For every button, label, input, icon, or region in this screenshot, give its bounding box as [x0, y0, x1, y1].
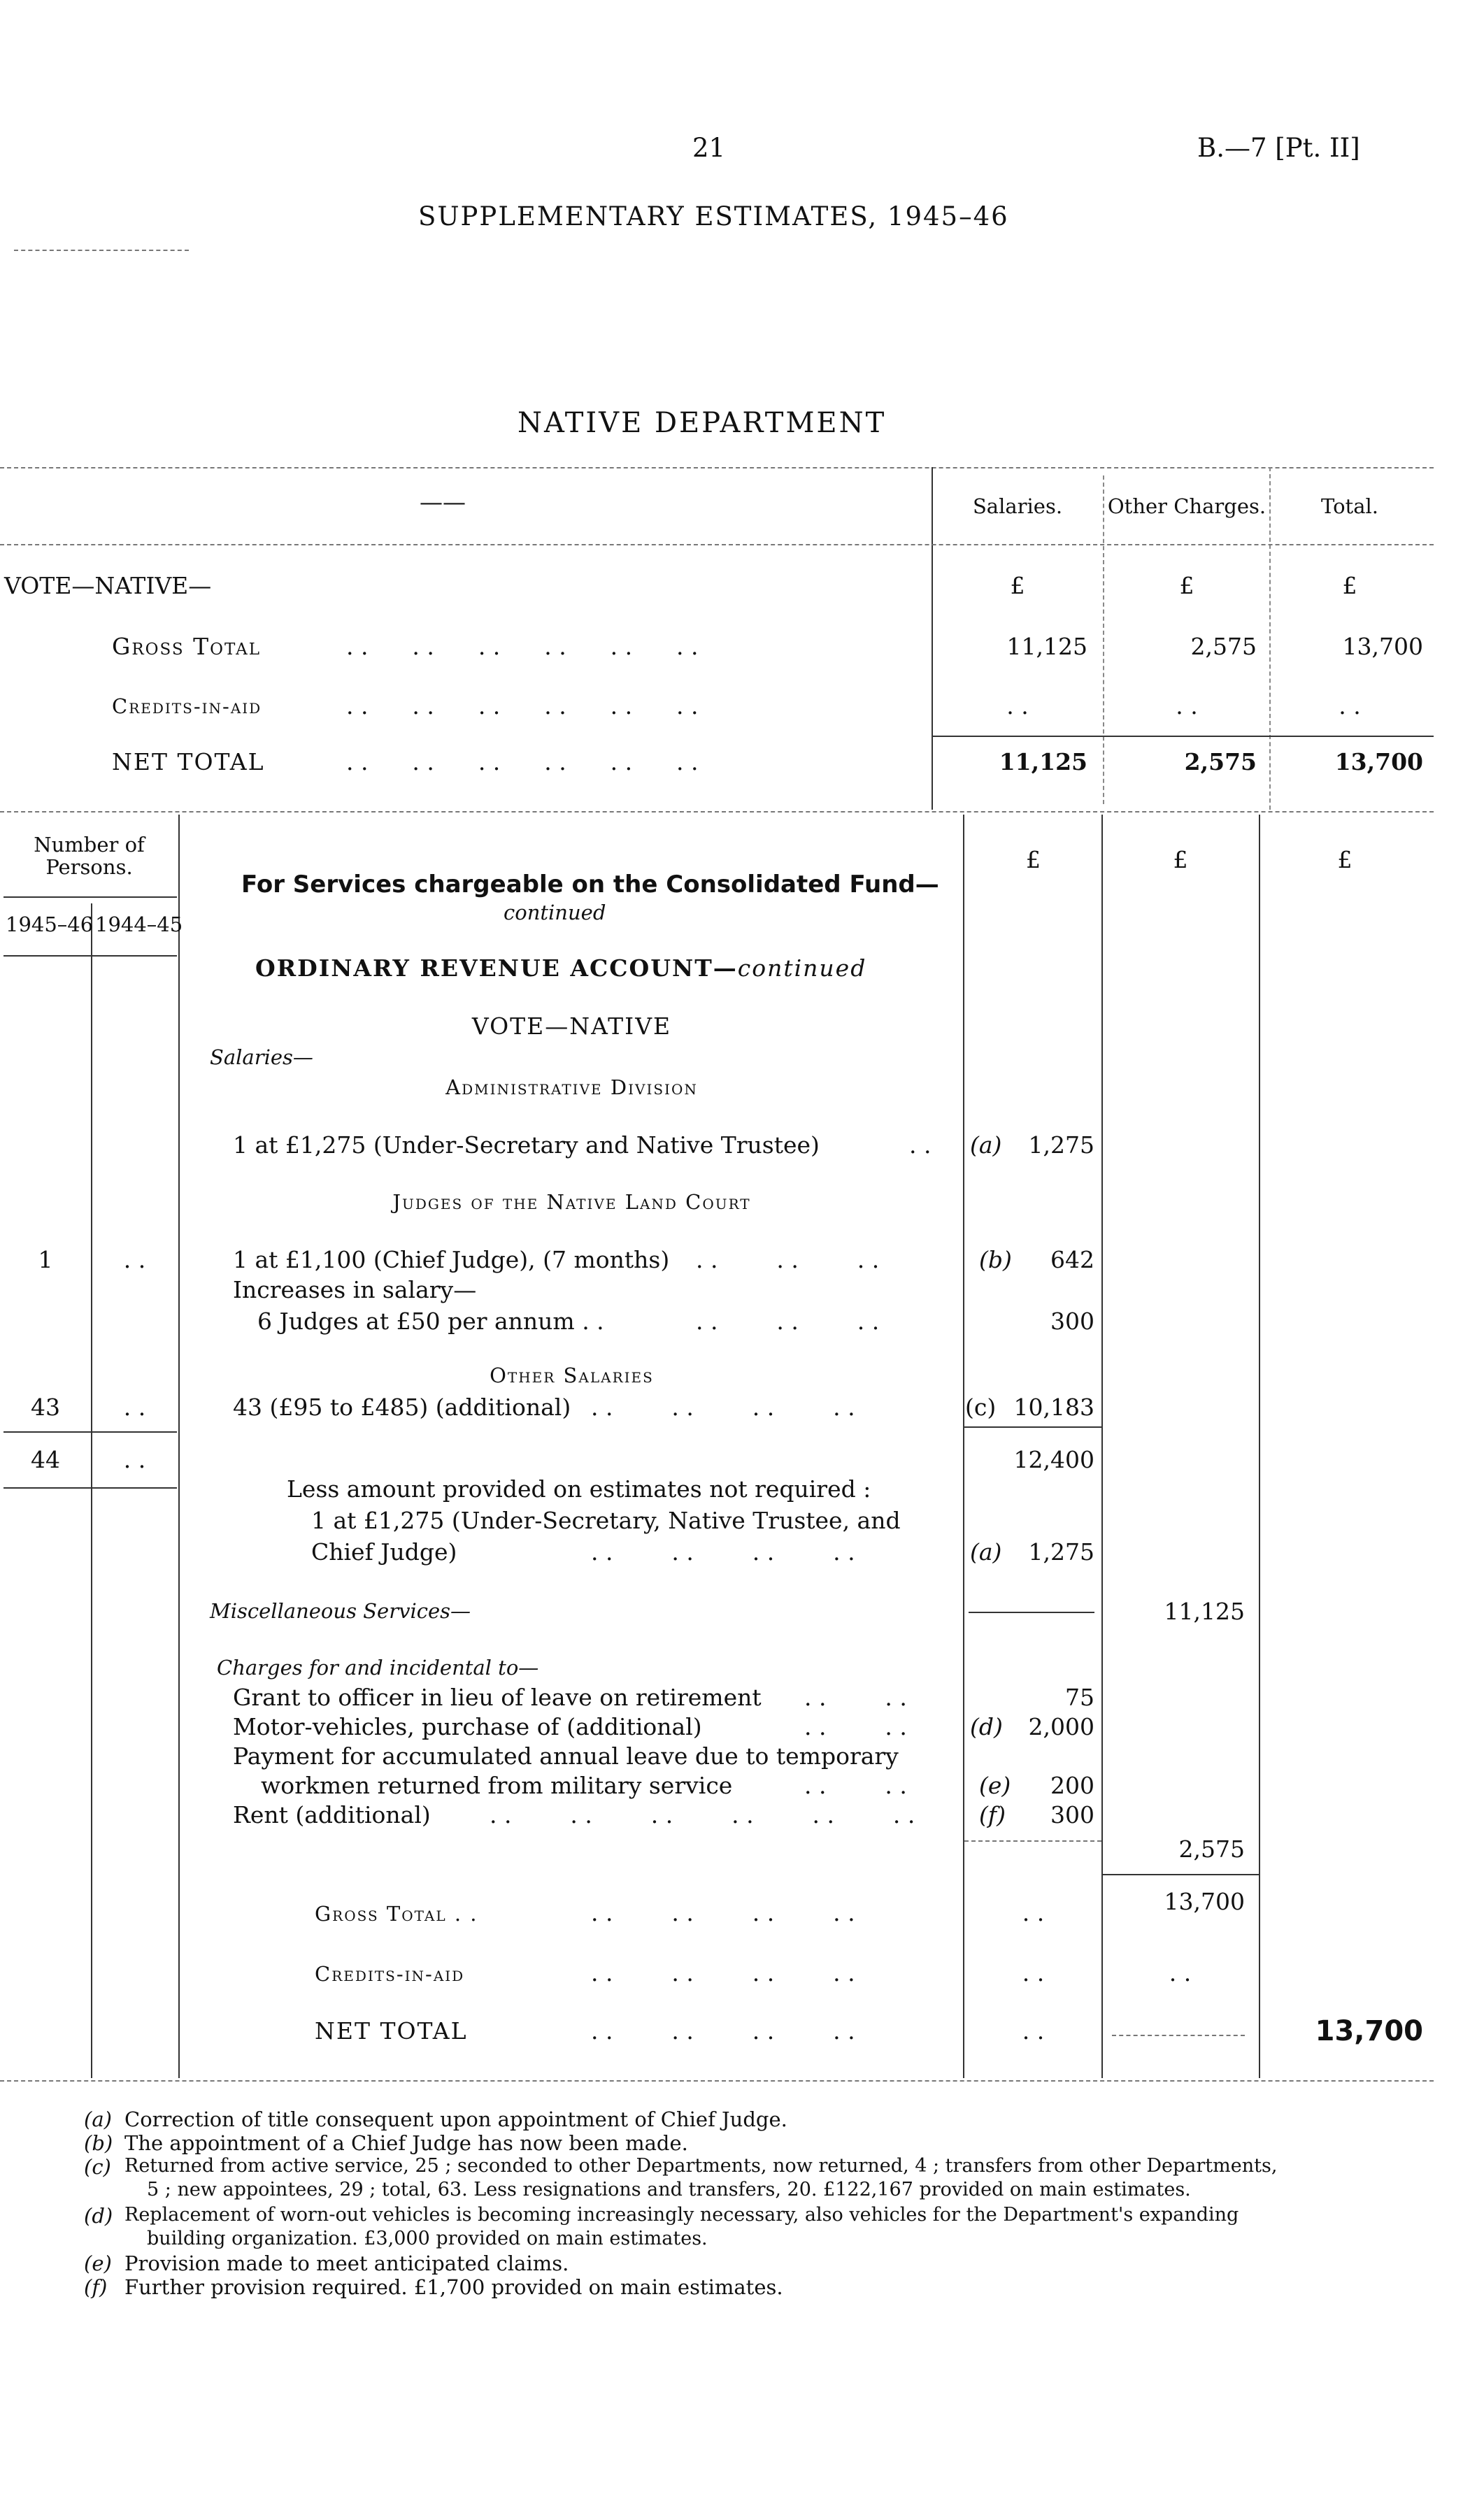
summary-net-total-salaries: 11,125	[999, 748, 1087, 775]
subtotal-amount: 12,400	[1013, 1446, 1094, 1473]
summary-credits-leaders: . . . . . . . . . . . .	[346, 692, 699, 720]
summary-net-total-total: 13,700	[1334, 748, 1423, 775]
vote-native-heading: VOTE—NATIVE	[471, 1012, 672, 1040]
summary-net-total-other: 2,575	[1184, 748, 1257, 775]
chief-judge-amount: 642	[1050, 1246, 1094, 1273]
summary-col-divider-3	[1269, 467, 1271, 810]
footnote-c-mark: (c)	[84, 2155, 111, 2179]
detail-credits-other: . .	[1169, 1959, 1192, 1986]
summary-credits-total: . .	[1339, 692, 1361, 720]
footnote-a-mark: (a)	[84, 2107, 112, 2131]
footnote-f-mark: (f)	[84, 2275, 108, 2299]
chief-judge-note: (b)	[979, 1246, 1012, 1273]
summary-credits-salaries: . .	[1006, 692, 1029, 720]
misc-item-motor-note: (d)	[970, 1713, 1003, 1740]
less-amount-leaders: . . . . . . . .	[591, 1538, 855, 1566]
summary-credits-label: Credits-in-aid	[112, 694, 262, 718]
less-amount-line1: Less amount provided on estimates not required :	[287, 1475, 871, 1503]
misc-item-motor-text: Motor-vehicles, purchase of (additional)	[233, 1713, 702, 1740]
summary-gross-total-salaries: 11,125	[1006, 633, 1087, 660]
misc-item-rent-text: Rent (additional)	[233, 1801, 431, 1828]
footnote-e-text: Provision made to meet anticipated claims.	[124, 2251, 569, 2275]
footnote-f-text: Further provision required. £1,700 provided on main estimates.	[124, 2275, 783, 2299]
detail-gross-total-leaders: . . . . . . . .	[591, 1899, 855, 1926]
detail-net-other-rule	[1112, 2035, 1245, 2036]
header-rule-left	[14, 250, 189, 251]
footnote-b-text: The appointment of a Chief Judge has now been made.	[124, 2131, 688, 2155]
misc-item-leave-text: Payment for accumulated annual leave due to temporary	[233, 1742, 899, 1770]
chief-judge-persons-1945: 1	[38, 1246, 53, 1273]
detail-credits-leaders: . . . . . . . .	[591, 1959, 855, 1986]
detail-currency-total: £	[1337, 846, 1353, 873]
under-secretary-text: 1 at £1,275 (Under-Secretary and Native Trustee)	[233, 1131, 820, 1159]
document-reference: B.—7 [Pt. II]	[1197, 133, 1360, 163]
summary-net-rule	[933, 736, 1434, 737]
department-title: NATIVE DEPARTMENT	[518, 407, 887, 439]
detail-persons-divider	[91, 903, 92, 2078]
under-secretary-note: (a)	[970, 1131, 1002, 1159]
less-amount-line3: Chief Judge)	[311, 1538, 457, 1566]
summary-gross-total-other: 2,575	[1190, 633, 1257, 660]
less-amount-rule	[969, 1612, 1094, 1613]
other-salaries-amount: 10,183	[1013, 1394, 1094, 1421]
other-salaries-persons-1944: . .	[123, 1394, 146, 1421]
summary-gross-total-total: 13,700	[1342, 633, 1423, 660]
misc-item-grant-leaders: . . . .	[804, 1684, 907, 1711]
detail-gross-total-other: 13,700	[1164, 1888, 1245, 1915]
year-header-1945: 1945–46	[6, 912, 94, 936]
detail-persons-right-rule	[178, 815, 180, 2078]
less-amount-note: (a)	[970, 1538, 1002, 1566]
summary-header-rule	[0, 544, 1434, 545]
persons-subtotal-rule-bottom	[3, 1487, 177, 1489]
detail-currency-salaries: £	[1026, 846, 1041, 873]
persons-header: Number of Persons.	[34, 833, 145, 879]
subtotal-persons-1944: . .	[123, 1446, 146, 1473]
misc-total-amount: 2,575	[1178, 1835, 1245, 1863]
other-charges-total-rule	[1103, 1874, 1259, 1875]
running-title: SUPPLEMENTARY ESTIMATES, 1945–46	[418, 201, 1009, 231]
chief-judge-text: 1 at £1,100 (Chief Judge), (7 months)	[233, 1246, 670, 1273]
chief-judge-persons-1944: . .	[123, 1246, 146, 1273]
misc-item-motor-leaders: . . . .	[804, 1713, 907, 1740]
detail-currency-other: £	[1173, 846, 1188, 873]
less-amount-line2: 1 at £1,275 (Under-Secretary, Native Trustee, and	[311, 1507, 901, 1534]
detail-net-total-leaders: . . . . . . . .	[591, 2017, 855, 2045]
summary-currency-total: £	[1342, 572, 1357, 599]
summary-col-divider-1	[932, 467, 933, 810]
judges-heading: Judges of the Native Land Court	[392, 1190, 751, 1214]
under-secretary-amount: 1,275	[1028, 1131, 1094, 1159]
detail-gross-total-salaries: . .	[1022, 1899, 1045, 1926]
summary-vote-label: VOTE—NATIVE—	[4, 572, 212, 599]
ordinary-revenue-heading	[255, 954, 866, 982]
persons-subtotal-rule-top	[3, 1431, 177, 1433]
detail-other-left-rule	[1101, 815, 1103, 2078]
other-salaries-note: (c)	[965, 1394, 997, 1421]
footnote-a-text: Correction of title consequent upon appointment of Chief Judge.	[124, 2107, 787, 2131]
administrative-division-heading: Administrative Division	[445, 1075, 698, 1099]
detail-bottom-rule	[0, 2080, 1434, 2082]
footnote-c-continued: 5 ; new appointees, 29 ; total, 63. Less resignations and transfers, 20. £122,167 provided on main estimates.	[147, 2179, 1191, 2200]
salaries-total-amount: 11,125	[1164, 1598, 1245, 1625]
less-amount-amount: 1,275	[1028, 1538, 1094, 1566]
year-header-rule	[3, 955, 177, 957]
misc-item-motor-amount: 2,000	[1028, 1713, 1094, 1740]
charges-heading: Charges for and incidental to—	[217, 1656, 539, 1680]
consolidated-fund-heading: For Services chargeable on the Consolidated Fund—	[241, 871, 939, 899]
misc-item-workmen-note: (e)	[979, 1772, 1011, 1799]
misc-item-grant-text: Grant to officer in lieu of leave on retirement	[233, 1684, 762, 1711]
summary-col-divider-2	[1103, 475, 1104, 804]
detail-net-total-amount: 13,700	[1315, 2015, 1423, 2047]
year-header-1944: 1944–45	[95, 912, 183, 936]
six-judges-amount: 300	[1050, 1308, 1094, 1335]
summary-top-rule	[0, 467, 1434, 468]
summary-net-total-label: NET TOTAL	[112, 748, 265, 775]
ordinary-revenue-continued: continued	[737, 954, 867, 982]
summary-bottom-rule	[0, 811, 1434, 812]
persons-header-rule	[3, 896, 177, 898]
summary-gross-total-leaders: . . . . . . . . . . . .	[346, 633, 699, 660]
detail-total-left-rule	[1259, 815, 1260, 2078]
other-salaries-heading: Other Salaries	[490, 1363, 654, 1387]
misc-item-workmen-text: workmen returned from military service	[261, 1772, 733, 1799]
summary-header-other-charges: Other Charges.	[1107, 494, 1266, 518]
page-number: 21	[692, 133, 726, 163]
six-judges-leaders: . . . . . .	[696, 1308, 880, 1335]
summary-header-salaries: Salaries.	[972, 494, 1063, 518]
misc-item-rent-note: (f)	[979, 1801, 1006, 1828]
detail-credits-label: Credits-in-aid	[315, 1962, 465, 1986]
misc-items-rule	[964, 1840, 1101, 1842]
salaries-heading: Salaries—	[210, 1045, 313, 1069]
misc-item-workmen-leaders: . . . .	[804, 1772, 907, 1799]
detail-salaries-left-rule	[963, 815, 964, 2078]
subtotal-persons-1945: 44	[31, 1446, 60, 1473]
chief-judge-leaders: . . . . . .	[696, 1246, 880, 1273]
other-salaries-persons-1945: 43	[31, 1394, 60, 1421]
salaries-subtotal-rule	[964, 1426, 1101, 1428]
summary-header-total: Total.	[1321, 494, 1378, 518]
detail-gross-total-label: Gross Total . .	[315, 1902, 478, 1926]
summary-dash-label: ——	[420, 488, 466, 515]
other-salaries-text: 43 (£95 to £485) (additional)	[233, 1394, 571, 1421]
under-secretary-leaders: . .	[909, 1131, 932, 1159]
misc-item-rent-amount: 300	[1050, 1801, 1094, 1828]
increases-in-salary: Increases in salary—	[233, 1276, 477, 1303]
summary-currency-salaries: £	[1010, 572, 1025, 599]
summary-currency-other: £	[1179, 572, 1194, 599]
detail-credits-salaries: . .	[1022, 1959, 1045, 1986]
summary-net-total-leaders: . . . . . . . . . . . .	[346, 748, 699, 775]
footnote-e-mark: (e)	[84, 2251, 112, 2275]
detail-net-total-label: NET TOTAL	[315, 2017, 468, 2045]
six-judges-text: 6 Judges at £50 per annum . .	[257, 1308, 604, 1335]
other-salaries-leaders: . . . . . . . .	[591, 1394, 855, 1421]
footnote-d-mark: (d)	[84, 2204, 113, 2228]
summary-gross-total-label: Gross Total	[112, 633, 261, 660]
misc-item-grant-amount: 75	[1065, 1684, 1094, 1711]
consolidated-continued: continued	[504, 901, 606, 924]
detail-net-total-salaries: . .	[1022, 2017, 1045, 2045]
footnote-d-continued: building organization. £3,000 provided on main estimates.	[147, 2228, 708, 2249]
footnote-b-mark: (b)	[84, 2131, 113, 2155]
misc-item-workmen-amount: 200	[1050, 1772, 1094, 1799]
ordinary-revenue-label: ORDINARY REVENUE ACCOUNT—	[255, 954, 738, 982]
footnote-d-text: Replacement of worn-out vehicles is becoming increasingly necessary, also vehicles for the Department's expanding	[124, 2204, 1239, 2226]
footnote-c-text: Returned from active service, 25 ; seconded to other Departments, now returned, 4 ; transfers from other Departments,	[124, 2155, 1278, 2177]
miscellaneous-services-heading: Miscellaneous Services—	[210, 1599, 471, 1623]
summary-credits-other: . .	[1176, 692, 1198, 720]
misc-item-rent-leaders: . . . . . . . . . . . .	[490, 1801, 915, 1828]
